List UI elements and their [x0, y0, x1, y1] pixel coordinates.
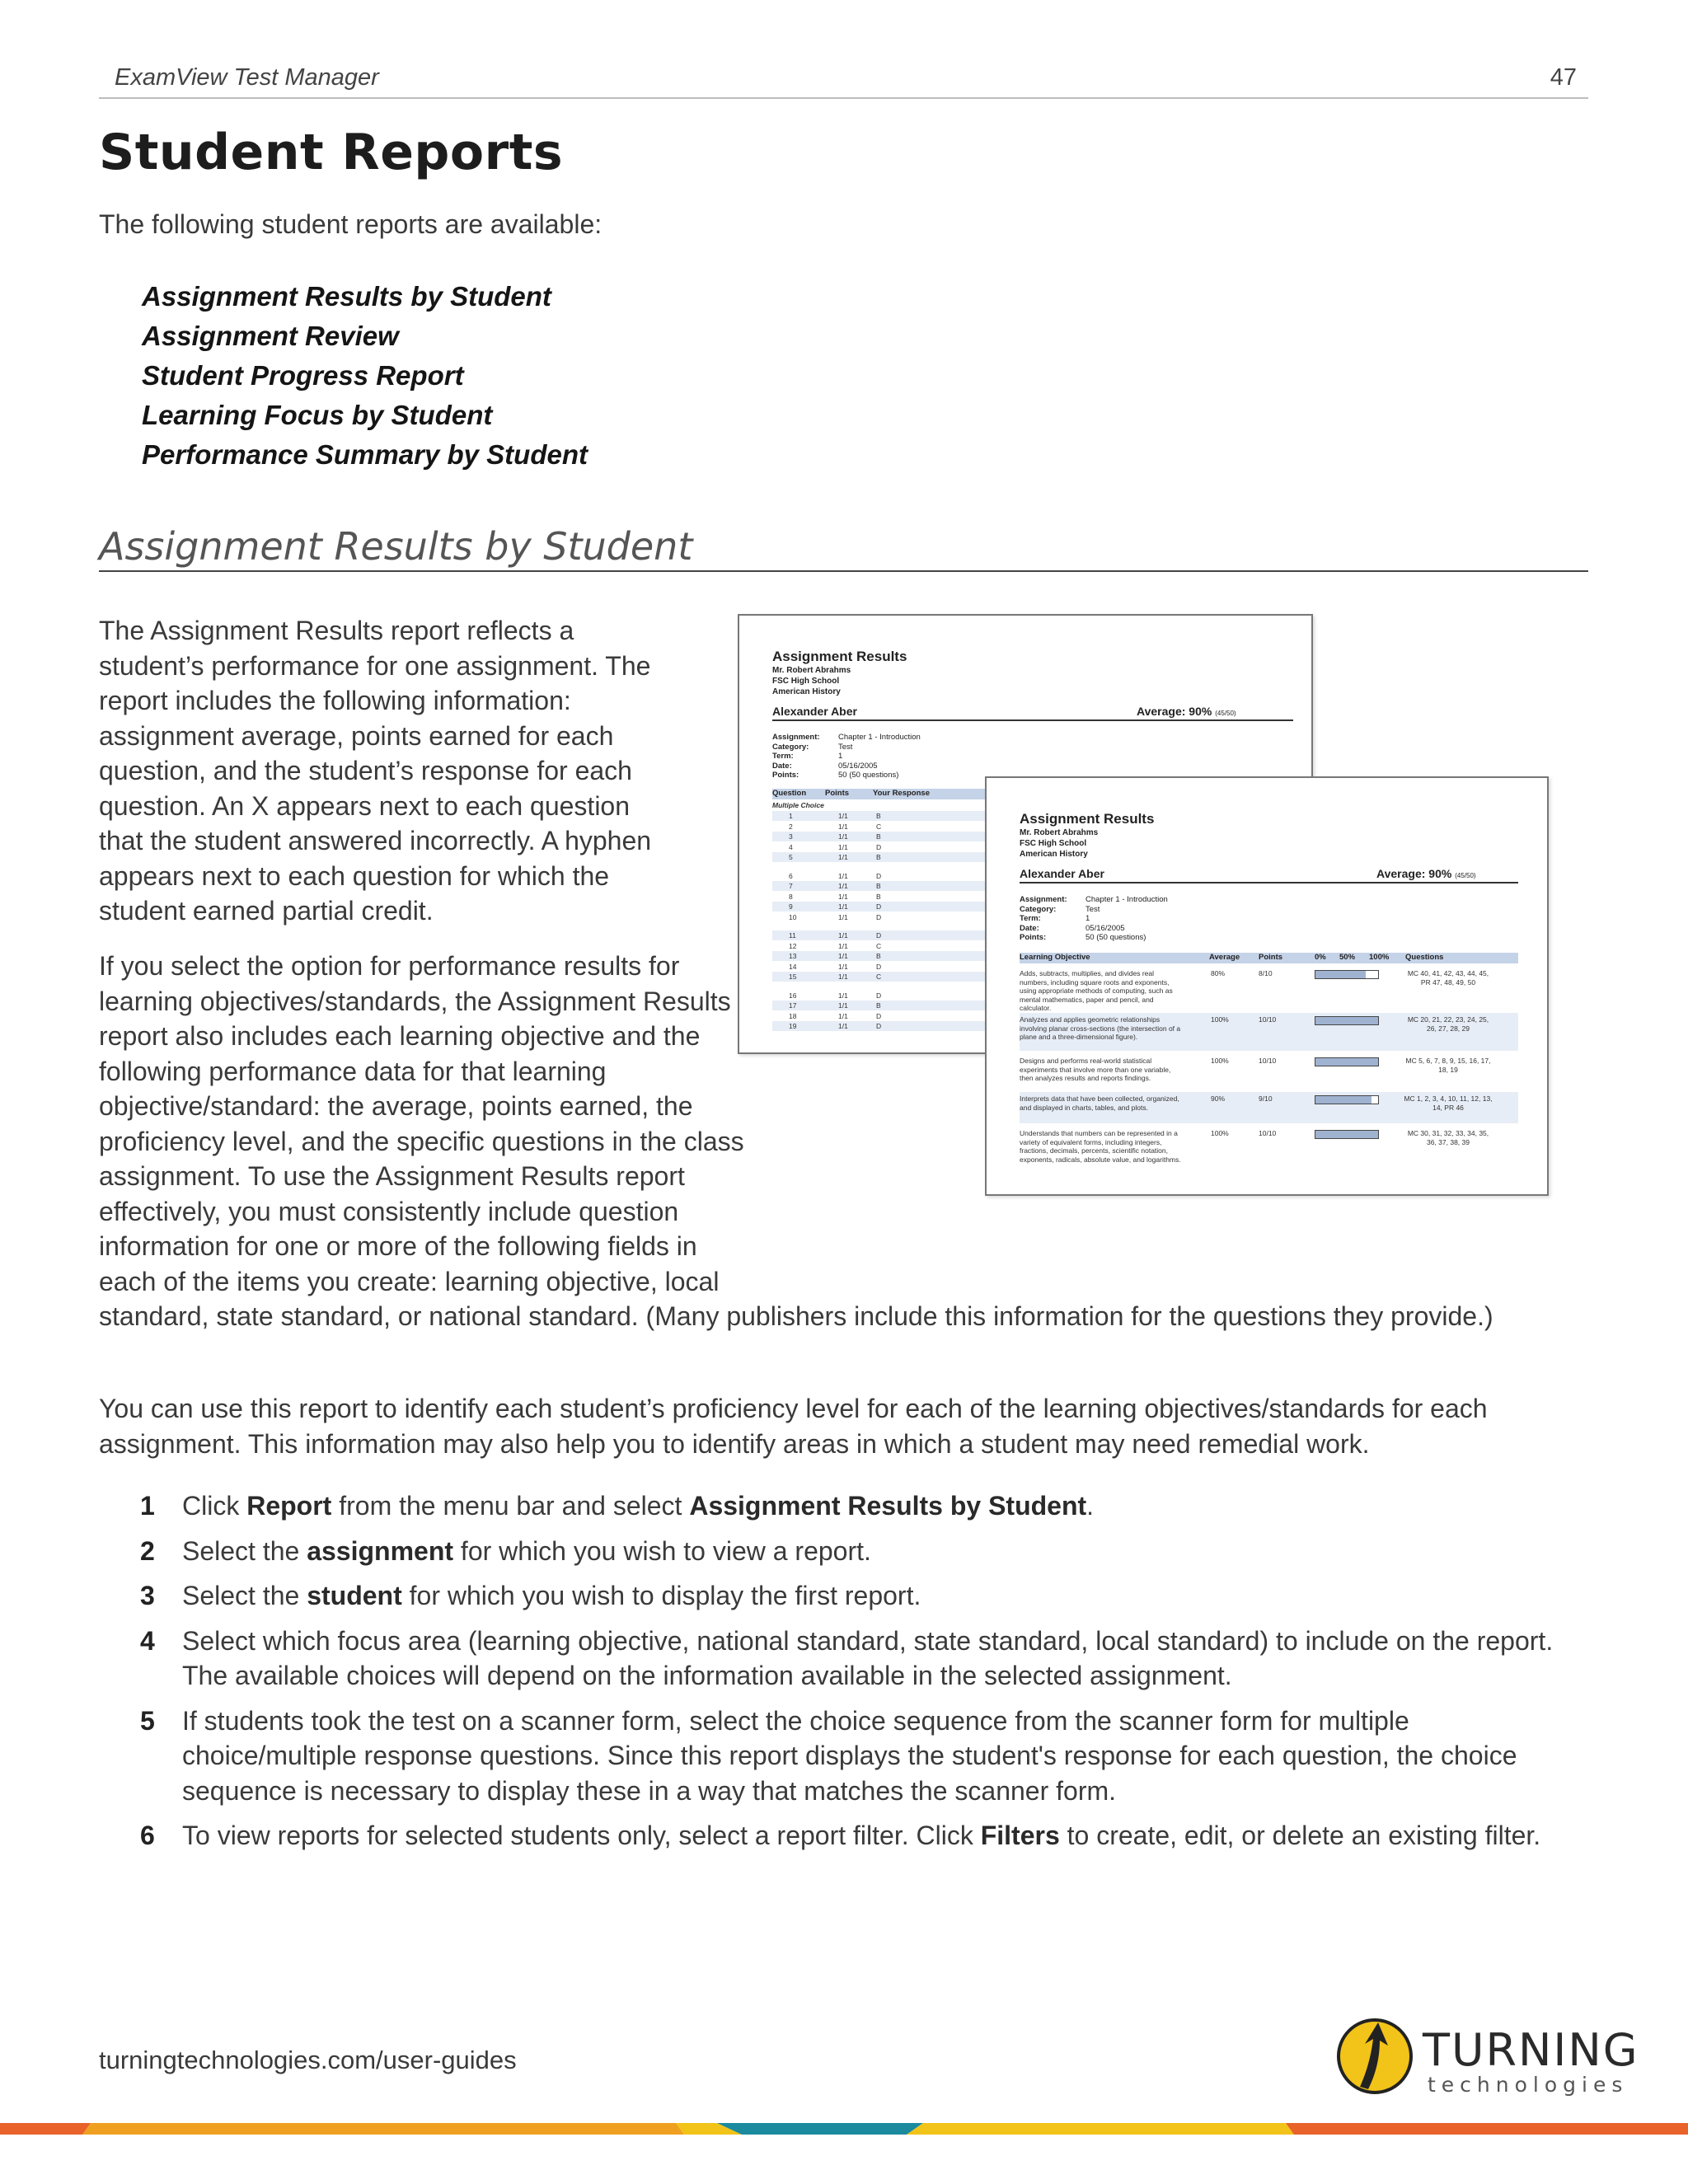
step-number: 4: [140, 1625, 155, 1656]
proficiency-bar: [1315, 1130, 1379, 1139]
page-title: Student Reports: [99, 124, 564, 181]
average-value: 90%: [1428, 867, 1452, 880]
question-points: 1/1: [838, 853, 848, 861]
step-emphasis: assignment: [307, 1535, 454, 1566]
report-list-item[interactable]: Learning Focus by Student: [142, 400, 493, 430]
question-response: B: [876, 1001, 881, 1010]
turning-technologies-logo: [1335, 2011, 1648, 2102]
average-value: 90%: [1189, 705, 1212, 718]
proficiency-fill: [1315, 1017, 1378, 1024]
objective-points: 9/10: [1259, 1094, 1273, 1103]
meta-label: Assignment:: [1020, 895, 1067, 904]
question-points: 1/1: [838, 812, 848, 820]
average-detail: (45/50): [1215, 710, 1236, 717]
objective-average: 100%: [1211, 1129, 1229, 1137]
meta-value: 50 (50 questions): [1085, 933, 1146, 942]
row-band: [772, 1001, 1020, 1010]
objective-points: 10/10: [1259, 1057, 1277, 1065]
report-rule: [1020, 882, 1518, 883]
step-text: from the menu bar and select: [331, 1491, 690, 1521]
proficiency-fill: [1315, 971, 1366, 978]
question-points: 1/1: [838, 941, 848, 950]
question-number: 8: [789, 892, 793, 901]
student-name: Alexander Aber: [772, 705, 857, 718]
objectives-paragraph-text: If you select the option for performance results for learning objectives/standards, the Assignment Results report also includes each learning objective and the following performance data for that learning objective/standard: the average, points earned, the proficiency level, and the specific questions in the class assignment. To use the Assignment Results report effectively, you must consistently include question information for one or more of the following fields in each of the items you create: learning objective, local standard, state standard, or national standard. (Many publishers include this information for the questions they provide.): [99, 951, 1493, 1331]
report-title: Assignment Results: [772, 649, 907, 664]
step-emphasis: Filters: [980, 1821, 1060, 1850]
col-objective: Learning Objective: [1020, 953, 1090, 962]
objective-text: Understands that numbers can be represented in a variety of equivalent forms, including integers, fractions, decimals, percents, scientific notation, exponents, radicals, absolute value, and logarithms.: [1020, 1129, 1181, 1164]
school-name: FSC High School: [772, 677, 840, 686]
question-response: C: [876, 972, 882, 981]
step-number: 5: [140, 1705, 155, 1736]
question-number: 3: [789, 832, 793, 841]
question-number: 4: [789, 842, 793, 851]
question-points: 1/1: [838, 991, 848, 1000]
question-response: D: [876, 991, 882, 1000]
meta-value: 1: [1085, 914, 1090, 923]
question-response: D: [876, 912, 882, 921]
row-band: [772, 902, 1020, 912]
report-list-item[interactable]: Assignment Results by Student: [142, 281, 551, 312]
question-number: 15: [789, 972, 797, 981]
objective-average: 100%: [1211, 1015, 1229, 1024]
procedure-steps: [140, 1488, 1591, 1863]
meta-label: Term:: [1020, 914, 1041, 923]
question-points: 1/1: [838, 892, 848, 901]
col-response: Your Response: [873, 789, 930, 798]
meta-label: Date:: [1020, 923, 1039, 933]
step-item: [140, 1488, 1591, 1524]
running-header-title: ExamView Test Manager: [115, 64, 379, 91]
meta-label: Date:: [772, 761, 792, 771]
objective-text: Designs and performs real-world statistical experiments that involve more than one variable, then analyzes results and reports findings.: [1020, 1057, 1171, 1082]
question-points: 1/1: [838, 912, 848, 921]
question-number: 7: [789, 882, 793, 890]
objective-average: 90%: [1211, 1094, 1226, 1103]
question-number: 16: [789, 991, 797, 1000]
proficiency-bar: [1315, 1095, 1379, 1104]
proficiency-fill: [1315, 1096, 1372, 1104]
question-points: 1/1: [838, 972, 848, 981]
step-number: 1: [140, 1491, 155, 1521]
course-name: American History: [1020, 850, 1088, 859]
proficiency-fill: [1315, 1058, 1378, 1066]
course-name: American History: [772, 687, 841, 696]
report-title: Assignment Results: [1020, 811, 1155, 827]
average-detail: (45/50): [1455, 872, 1476, 879]
col-questions: Questions: [1405, 953, 1444, 962]
question-section: Multiple Choice: [772, 801, 824, 809]
objective-questions: MC 5, 6, 7, 8, 9, 15, 16, 17, 18, 19: [1405, 1057, 1491, 1074]
objective-questions: MC 30, 31, 32, 33, 34, 35, 36, 37, 38, 39: [1407, 1129, 1489, 1146]
report-image-objective-view: [985, 776, 1549, 1196]
step-text: to create, edit, or delete an existing filter.: [1059, 1821, 1541, 1850]
question-points: 1/1: [838, 952, 848, 960]
question-points: 1/1: [838, 931, 848, 940]
proficiency-bar: [1315, 1016, 1379, 1025]
row-band: [772, 811, 1020, 821]
question-number: 11: [789, 931, 796, 940]
average-label-text: Average:: [1137, 705, 1186, 718]
col-points: Points: [825, 789, 850, 798]
step-text: If students took the test on a scanner form, select the choice sequence from the scanner form for multiple choice/multiple response questions. Since this report displays the student's response for each question, the choice sequence is necessary to display these in a way that matches the scanner form.: [182, 1705, 1517, 1806]
question-number: 19: [789, 1022, 797, 1030]
average-label: [1137, 705, 1236, 718]
objective-table-header: [1020, 953, 1518, 963]
meta-value: Test: [1085, 904, 1100, 914]
step-text: Select the: [182, 1535, 307, 1566]
meta-value: 05/16/2005: [1085, 923, 1125, 933]
meta-value: Chapter 1 - Introduction: [1085, 895, 1168, 904]
col-50: 50%: [1339, 953, 1356, 962]
question-response: D: [876, 1011, 882, 1020]
step-text: To view reports for selected students only, select a report filter. Click: [182, 1821, 981, 1850]
col-average: Average: [1209, 953, 1240, 962]
teacher-name: Mr. Robert Abrahms: [1020, 828, 1099, 837]
question-points: 1/1: [838, 822, 848, 831]
question-points: 1/1: [838, 1022, 848, 1030]
step-item: [140, 1818, 1591, 1854]
school-name: FSC High School: [1020, 839, 1087, 848]
question-number: 5: [789, 853, 793, 861]
footer-url[interactable]: turningtechnologies.com/user-guides: [99, 2046, 517, 2074]
question-number: 6: [789, 871, 793, 880]
row-band: [772, 930, 1020, 940]
logo-word: TURNING: [1423, 2024, 1639, 2076]
meta-label: Points:: [772, 771, 799, 780]
objective-points: 10/10: [1259, 1015, 1277, 1024]
objective-points: 8/10: [1259, 969, 1273, 977]
question-points: 1/1: [838, 962, 848, 971]
question-response: D: [876, 871, 882, 880]
question-points: 1/1: [838, 902, 848, 911]
question-number: 2: [789, 822, 793, 831]
step-text: for which you wish to view a report.: [453, 1535, 871, 1566]
section-title: Assignment Results by Student: [99, 524, 693, 569]
meta-value: Test: [838, 742, 853, 752]
report-list-item[interactable]: Assignment Review: [142, 321, 399, 351]
col-question: Question: [772, 789, 807, 798]
row-band: [772, 852, 1020, 862]
intro-text: The following student reports are available:: [99, 209, 603, 239]
question-response: D: [876, 842, 882, 851]
question-number: 13: [789, 952, 797, 960]
step-text: Click: [182, 1491, 247, 1521]
question-points: 1/1: [838, 832, 848, 841]
objective-questions: MC 40, 41, 42, 43, 44, 45, PR 47, 48, 49, 50: [1407, 969, 1489, 987]
step-text: Select which focus area (learning objective, national standard, state standard, local standard) to include on the report. The available choices will depend on the information available in the selected assignment.: [182, 1625, 1554, 1690]
question-points: 1/1: [838, 1011, 848, 1020]
question-response: C: [876, 941, 882, 950]
objective-average: 80%: [1211, 969, 1226, 977]
meta-label: Assignment:: [772, 733, 820, 742]
student-name: Alexander Aber: [1020, 867, 1104, 880]
question-points: 1/1: [838, 1001, 848, 1010]
average-label: [1376, 867, 1476, 880]
step-item: [140, 1534, 1591, 1569]
proficiency-bar: [1315, 970, 1379, 979]
question-number: 9: [789, 902, 793, 911]
meta-label: Points:: [1020, 933, 1047, 942]
logo-sub: technologies: [1428, 2073, 1629, 2097]
objective-text: Analyzes and applies geometric relationships involving planar cross-sections (the intersection of a plane and a three-dimensional figure).: [1020, 1015, 1181, 1041]
objective-text: Interprets data that have been collected, organized, and displayed in charts, tables, and plots.: [1020, 1094, 1179, 1112]
step-item: [140, 1578, 1591, 1614]
section-divider: [99, 570, 1588, 572]
question-points: 1/1: [838, 871, 848, 880]
question-response: D: [876, 902, 882, 911]
meta-label: Term:: [772, 752, 794, 761]
row-band: [772, 951, 1020, 961]
question-number: 1: [789, 812, 793, 820]
step-emphasis: student: [307, 1581, 402, 1610]
question-number: 18: [789, 1011, 797, 1020]
step-item: [140, 1704, 1591, 1809]
row-band: [772, 972, 1020, 982]
row-band: [772, 1021, 1020, 1031]
col-100: 100%: [1369, 953, 1390, 962]
teacher-name: Mr. Robert Abrahms: [772, 666, 851, 675]
report-list-item[interactable]: Student Progress Report: [142, 360, 464, 391]
usage-paragraph: You can use this report to identify each student’s proficiency level for each of the learning objectives/standards for each assignment. This information may also help you to identify areas in which a student may need remedial work.: [99, 1394, 1488, 1459]
question-response: D: [876, 1022, 882, 1030]
row-band: [772, 832, 1020, 841]
question-response: B: [876, 812, 881, 820]
col-0: 0%: [1315, 953, 1326, 962]
question-number: 12: [789, 941, 797, 950]
report-list-item[interactable]: Performance Summary by Student: [142, 439, 588, 470]
question-response: B: [876, 853, 881, 861]
meta-value: 50 (50 questions): [838, 771, 899, 780]
question-number: 14: [789, 962, 797, 971]
step-number: 3: [140, 1581, 155, 1610]
question-response: B: [876, 882, 881, 890]
step-emphasis: Report: [246, 1491, 332, 1521]
question-number: 10: [789, 912, 797, 921]
question-response: D: [876, 931, 882, 940]
step-text: for which you wish to display the first report.: [401, 1581, 921, 1610]
question-number: 17: [789, 1001, 797, 1010]
page-number: 47: [1550, 64, 1577, 91]
question-response: B: [876, 832, 881, 841]
row-band: [772, 881, 1020, 891]
objective-average: 100%: [1211, 1057, 1229, 1065]
col-points: Points: [1259, 953, 1283, 962]
meta-value: Chapter 1 - Introduction: [838, 733, 921, 742]
objective-questions: MC 20, 21, 22, 23, 24, 25, 26, 27, 28, 29: [1407, 1015, 1489, 1033]
question-response: C: [876, 822, 882, 831]
step-number: 2: [140, 1535, 155, 1566]
meta-label: Category:: [1020, 904, 1057, 914]
question-response: B: [876, 952, 881, 960]
step-text: .: [1086, 1491, 1095, 1521]
objective-points: 10/10: [1259, 1129, 1277, 1137]
step-item: [140, 1624, 1591, 1694]
step-emphasis: Assignment Results by Student: [689, 1491, 1087, 1521]
question-response: B: [876, 892, 881, 901]
meta-value: 1: [838, 752, 843, 761]
question-points: 1/1: [838, 842, 848, 851]
objective-text: Adds, subtracts, multiplies, and divides real numbers, including square roots and exponents, using appropriate methods of computing, such as mental mathematics, paper and pencil, and calculator.: [1020, 969, 1173, 1012]
footer-color-stripe: [0, 2116, 1688, 2141]
header-divider: [99, 97, 1588, 99]
average-label-text: Average:: [1376, 867, 1426, 880]
question-points: 1/1: [838, 882, 848, 890]
step-number: 6: [140, 1821, 155, 1850]
objective-questions: MC 1, 2, 3, 4, 10, 11, 12, 13, 14, PR 46: [1404, 1094, 1493, 1112]
meta-value: 05/16/2005: [838, 761, 878, 771]
report-list: [142, 277, 588, 475]
report-rule: [772, 719, 1293, 721]
proficiency-bar: [1315, 1057, 1379, 1066]
meta-label: Category:: [772, 742, 809, 752]
question-response: D: [876, 962, 882, 971]
step-text: Select the: [182, 1581, 307, 1610]
description-paragraph: The Assignment Results report reflects a student’s performance for one assignment. The report includes the following information: assignment average, points earned for each question, and the student’s response for each question. An X appears next to each question that the student answered incorrectly. A hyphen appears next to each question for which the student earned partial credit.: [99, 616, 652, 926]
proficiency-fill: [1315, 1131, 1378, 1138]
